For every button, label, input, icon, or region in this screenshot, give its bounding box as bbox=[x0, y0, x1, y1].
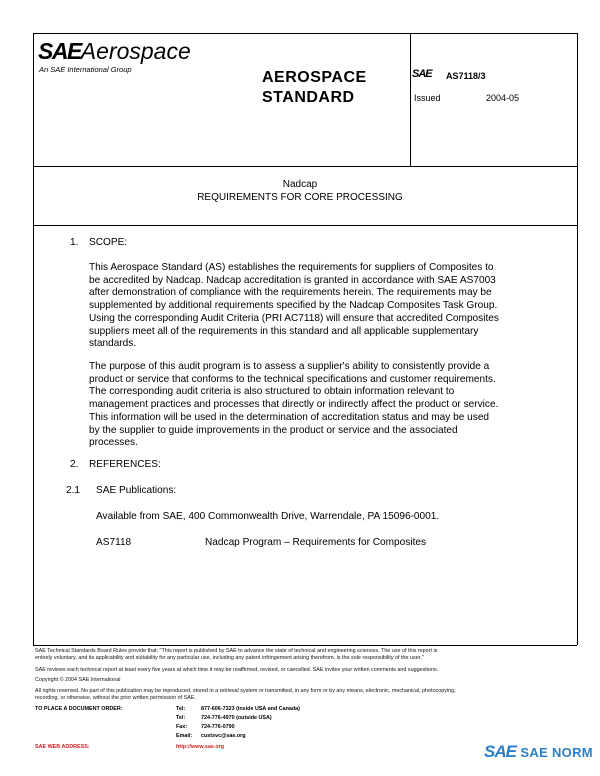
text-line: Using the corresponding Audit Criteria (PRI AC7118) will ensure that accredited Composites bbox=[89, 312, 499, 324]
issued-label: Issued bbox=[414, 93, 441, 103]
document-title-line2: REQUIREMENTS FOR CORE PROCESSING bbox=[197, 192, 403, 203]
web-address-label: SAE WEB ADDRESS: bbox=[35, 744, 90, 750]
header-bottom-rule bbox=[33, 166, 577, 167]
text-line: be accredited by Nadcap. Nadcap accreditation is granted in accordance with SAE AS7003 bbox=[89, 274, 496, 286]
sae-norm-watermark bbox=[484, 742, 596, 768]
scope-paragraph-1 bbox=[89, 262, 539, 351]
section-1-title: SCOPE: bbox=[89, 237, 128, 248]
reference-title: Nadcap Program – Requirements for Composites bbox=[205, 537, 427, 548]
scope-paragraph-2 bbox=[89, 361, 539, 450]
standard-title bbox=[262, 68, 367, 108]
text-line: The purpose of this audit program is to assess a supplier's ability to consistently provide a bbox=[89, 361, 490, 372]
tel-value: 877-606-7323 (inside USA and Canada) bbox=[201, 706, 300, 712]
review-notice: SAE reviews each technical report at least every five years at which time it may be reaffirmed, revised, or cancelled. SAE invites your written comments and suggestions. bbox=[35, 667, 439, 673]
board-rules-notice bbox=[35, 648, 580, 662]
tel2-label: Tel: bbox=[176, 715, 186, 721]
header-top-rule bbox=[33, 33, 577, 34]
copyright-notice: Copyright © 2004 SAE International bbox=[35, 677, 121, 683]
section-2-1-number: 2.1 bbox=[66, 485, 81, 496]
email-value[interactable]: custsvc@sae.org bbox=[201, 733, 246, 739]
tel-label: Tel: bbox=[176, 706, 186, 712]
document-title-line1: Nadcap bbox=[282, 179, 318, 190]
text-line: by the supplier to guide improvements in the product or service and the associated bbox=[89, 424, 458, 436]
sae-mini-logo: SAE bbox=[412, 68, 432, 80]
fax-label: Fax: bbox=[176, 724, 188, 730]
text-line: product or service that conforms to the technical specifications and customer requirements. bbox=[89, 373, 496, 385]
standard-title-line1: AEROSPACE bbox=[262, 69, 367, 86]
tel2-value: 724-776-4970 (outside USA) bbox=[201, 715, 272, 721]
order-label: TO PLACE A DOCUMENT ORDER: bbox=[35, 706, 123, 712]
web-address-link[interactable]: http://www.sae.org bbox=[176, 744, 225, 750]
sae-norm-text: SAE NORM bbox=[520, 745, 593, 760]
logo-tagline: An SAE International Group bbox=[39, 65, 132, 74]
text-line: standards. bbox=[89, 338, 137, 350]
text-line: supplemented by additional requirements specified by the Nadcap Composites Task Group. bbox=[89, 300, 498, 312]
title-bottom-rule bbox=[33, 225, 577, 226]
text-line: recording, or otherwise, without the prior written permission of SAE. bbox=[35, 695, 196, 701]
footer-top-rule bbox=[33, 645, 577, 646]
rights-notice bbox=[35, 688, 580, 702]
section-2-title: REFERENCES: bbox=[89, 459, 161, 470]
standard-title-line2: STANDARD bbox=[262, 89, 355, 106]
text-line: The corresponding audit criteria is also structured to obtain information relevant to bbox=[89, 386, 455, 398]
text-line: management practices and processes that directly or indirectly affect the product or service. bbox=[89, 399, 499, 411]
text-line: SAE Technical Standards Board Rules provide that: "This report is published by SAE to advance the state of technical and engineering sciences. The use of this report is bbox=[35, 648, 438, 654]
text-line: suppliers meet all of the requirements in this standard and all applicable supplementary bbox=[89, 325, 479, 337]
text-line: entirely voluntary, and its applicability and suitability for any particular use, including any patent infringement arising therefrom, is the sole responsibility of the user." bbox=[35, 655, 424, 661]
header-left-rule bbox=[33, 33, 34, 645]
logo-sae-text: SAE bbox=[38, 38, 81, 64]
email-label: Email: bbox=[176, 733, 193, 739]
text-line: This information will be used in the determination of accreditation status and may be used bbox=[89, 411, 490, 423]
text-line: All rights reserved. No part of this publication may be reproduced, stored in a retrieval system or transmitted, in any form or by any means, electronic, mechanical, photocopying, bbox=[35, 688, 456, 694]
sae-aerospace-logo bbox=[38, 40, 191, 74]
header-right-rule bbox=[577, 33, 578, 645]
section-1-number: 1. bbox=[70, 237, 79, 248]
text-line: processes. bbox=[89, 437, 138, 449]
fax-value: 724-776-0790 bbox=[201, 724, 235, 730]
section-2-number: 2. bbox=[70, 459, 79, 470]
reference-code: AS7118 bbox=[96, 537, 132, 548]
sae-address-line: Available from SAE, 400 Commonwealth Drive, Warrendale, PA 15096-0001. bbox=[96, 511, 440, 522]
sae-norm-mark: SAE bbox=[484, 742, 516, 761]
header-divider-rule bbox=[410, 33, 411, 166]
text-line: This Aerospace Standard (AS) establishes the requirements for suppliers of Composites to bbox=[89, 262, 494, 273]
document-number: AS7118/3 bbox=[446, 71, 486, 81]
logo-aerospace-text: Aerospace bbox=[80, 38, 191, 64]
text-line: after demonstration of compliance with the requirements herein. The requirements may be bbox=[89, 287, 492, 299]
section-2-1-title: SAE Publications: bbox=[96, 485, 177, 496]
issued-value: 2004-05 bbox=[486, 93, 520, 103]
